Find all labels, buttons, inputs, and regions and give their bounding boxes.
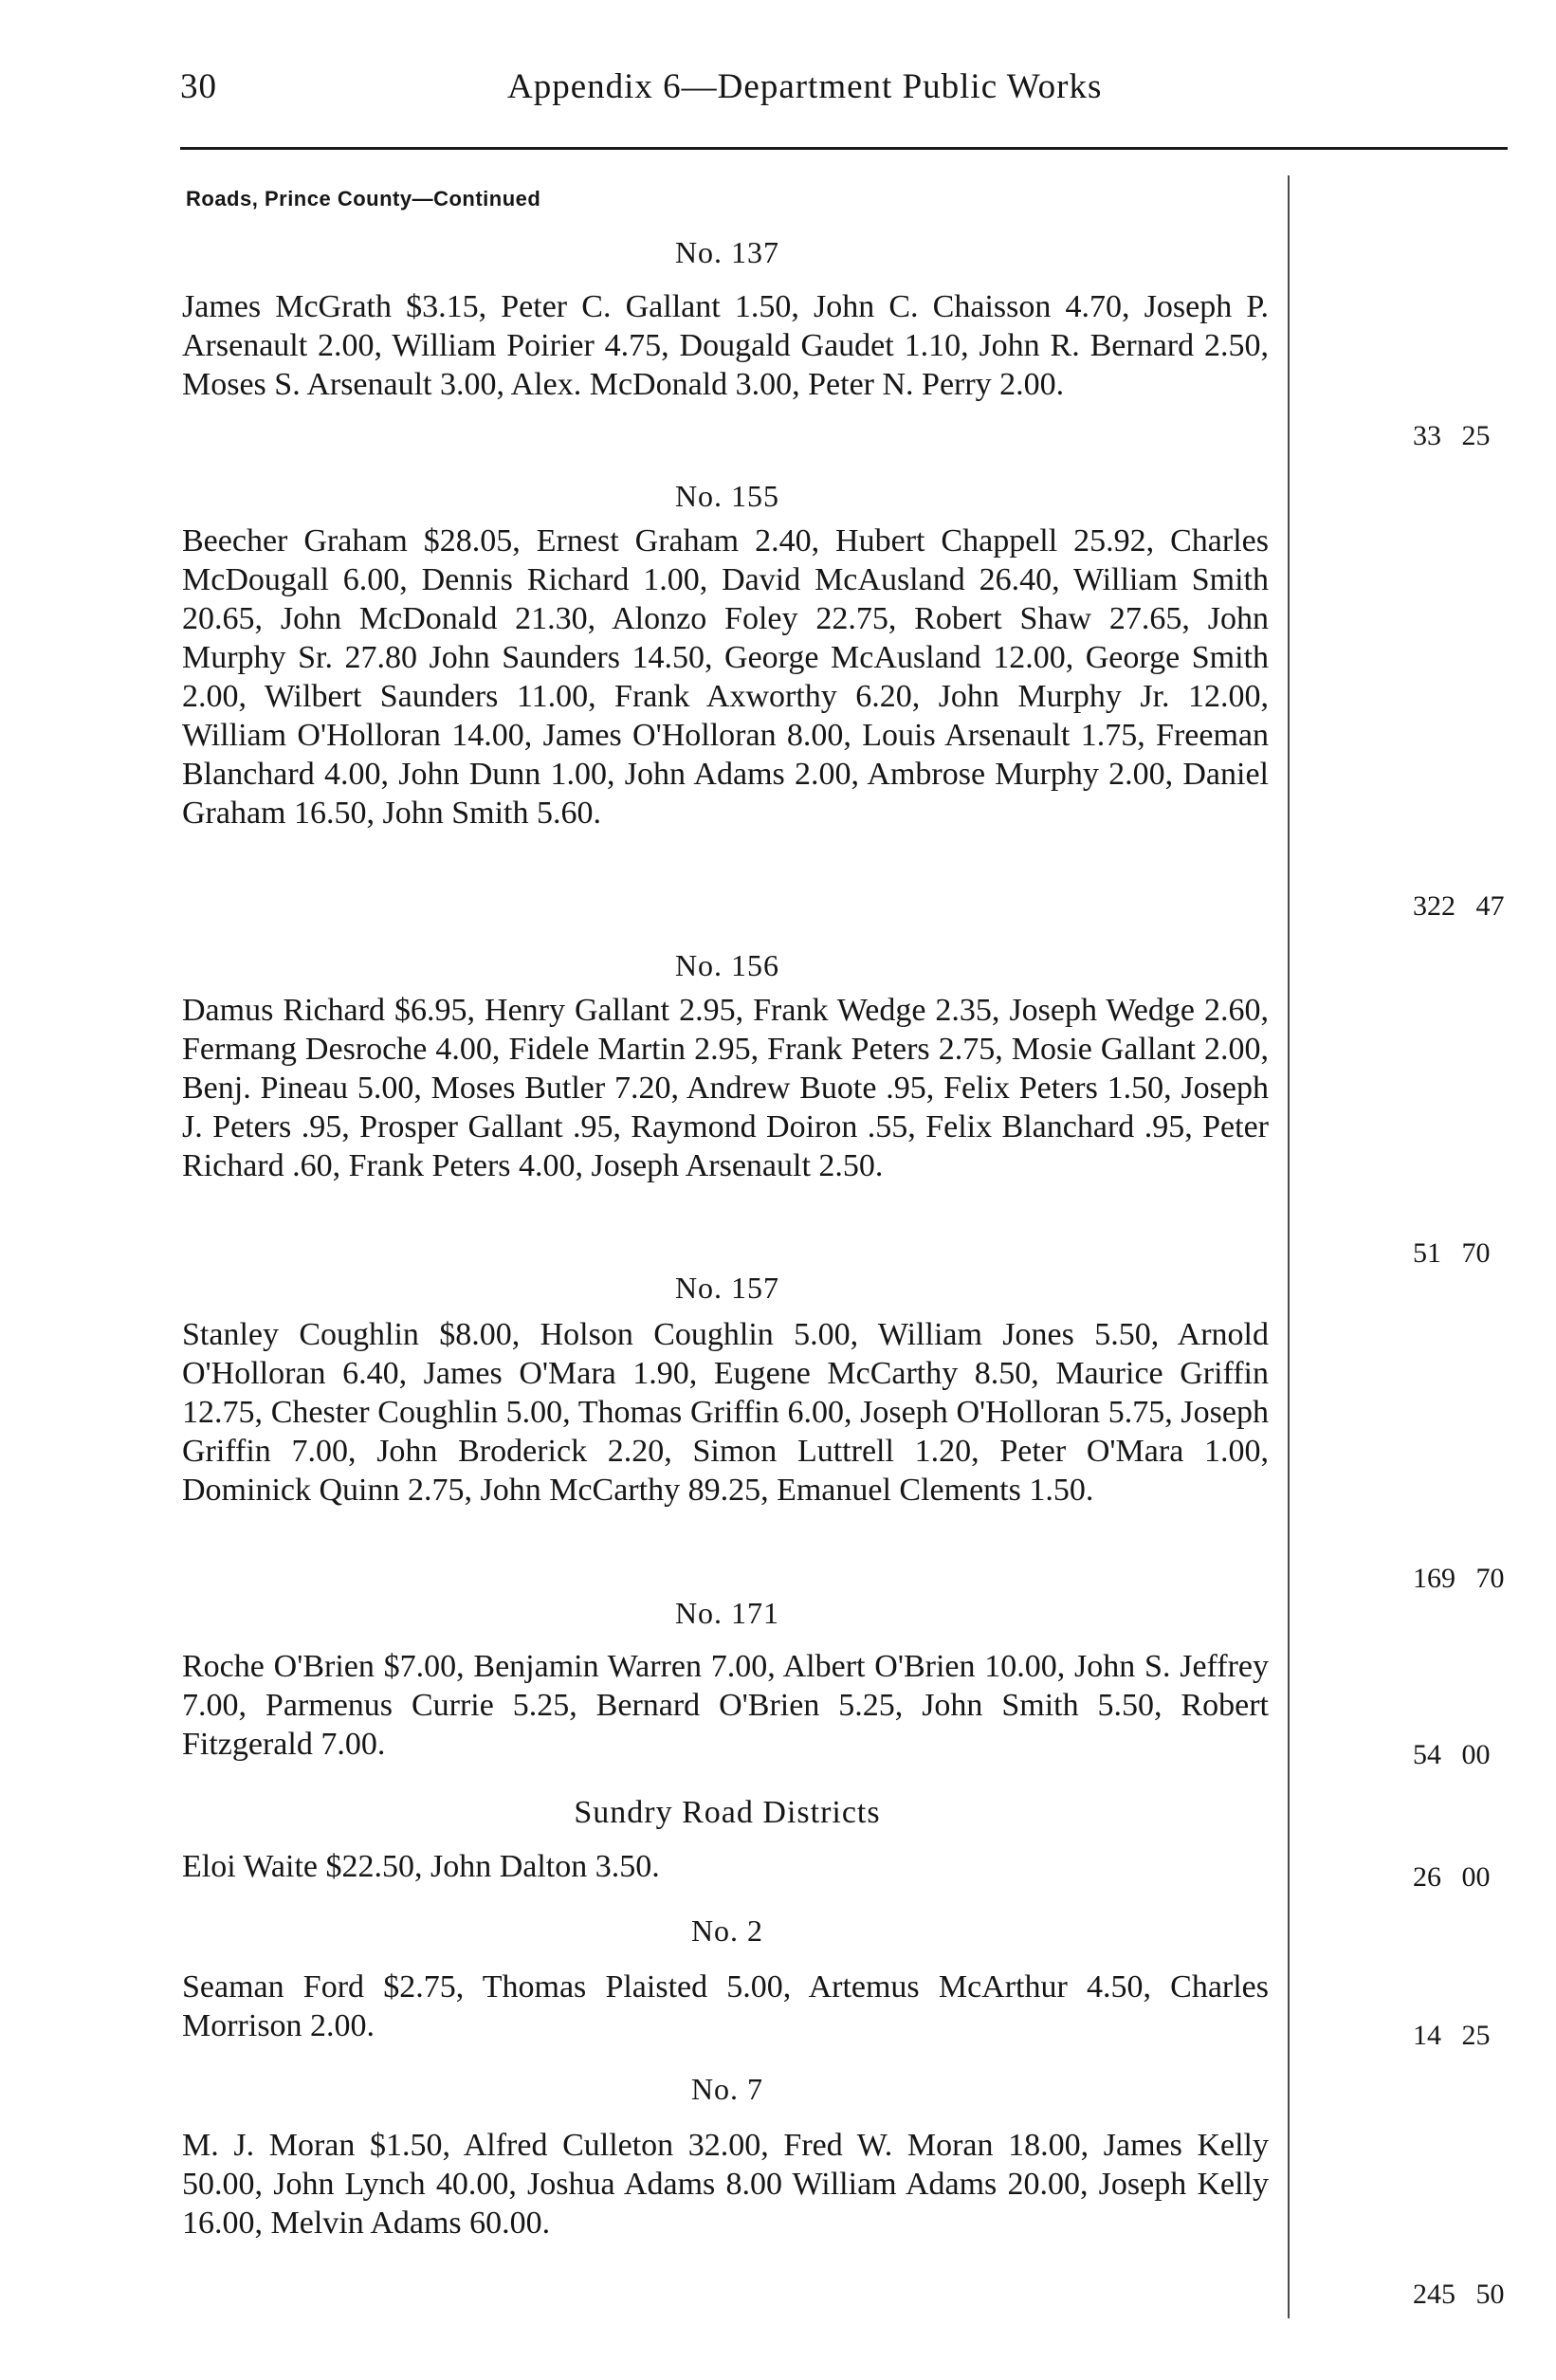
header-rule	[180, 147, 1508, 150]
district-entry-text: Seaman Ford $2.75, Thomas Plaisted 5.00, Artemus McArthur 4.50, Charles Morrison 2.00.	[182, 1969, 1269, 2043]
district-title: Sundry Road Districts	[574, 1795, 881, 1830]
district-entry-text: Stanley Coughlin $8.00, Holson Coughlin 5.00, William Jones 5.50, Arnold O'Holloran 6.40, James O'Mara 1.90, Eugene McCarthy 8.50, Maurice Griffin 12.75, Chester Coughlin 5.00, Thomas Griffin 6.00, Joseph O'Holloran 5.75, Joseph Griffin 7.00, John Broderick 2.20, Simon Luttrell 1.20, Peter O'Mara 1.00, Dominick Quinn 2.75, John McCarthy 89.25, Emanuel Clements 1.50.	[182, 1317, 1269, 1508]
district-title: No. 2	[690, 1913, 764, 1948]
district-title: No. 137	[674, 235, 780, 269]
district-total: 33 25	[1413, 420, 1491, 451]
district-total: 322 47	[1413, 890, 1505, 922]
district-title: No. 156	[674, 948, 780, 982]
district-total: 26 00	[1413, 1861, 1491, 1893]
district-entry-text: Damus Richard $6.95, Henry Gallant 2.95, Frank Wedge 2.35, Joseph Wedge 2.60, Fermang Desroche 4.00, Fidele Martin 2.95, Frank Peters 2.75, Mosie Gallant 2.00, Benj. Pineau 5.00, Moses Butler 7.20, Andrew Buote .95, Felix Peters 1.50, Joseph J. Peters .95, Prosper Gallant .95, Raymond Doiron .55, Felix Blanchard .95, Peter Richard .60, Frank Peters 4.00, Joseph Arsenault 2.50.	[182, 993, 1269, 1183]
district-total: 245 50	[1413, 2279, 1505, 2310]
district-entry-text: M. J. Moran $1.50, Alfred Culleton 32.00, Fred W. Moran 18.00, James Kelly 50.00, John Lynch 40.00, Joshua Adams 8.00 William Adams 20.00, Joseph Kelly 16.00, Melvin Adams 60.00.	[182, 2128, 1269, 2241]
district-entry-text: Roche O'Brien $7.00, Benjamin Warren 7.00, Albert O'Brien 10.00, John S. Jeffrey 7.00, Parmenus Currie 5.25, Bernard O'Brien 5.25, John Smith 5.50, Robert Fitzgerald 7.00.	[182, 1649, 1269, 1762]
district-title: No. 157	[674, 1271, 780, 1305]
district-title: No. 155	[674, 479, 780, 513]
district-entry-text: James McGrath $3.15, Peter C. Gallant 1.50, John C. Chaisson 4.70, Joseph P. Arsenault 2.00, William Poirier 4.75, Dougald Gaudet 1.10, John R. Bernard 2.50, Moses S. Arsenault 3.00, Alex. McDonald 3.00, Peter N. Perry 2.00.	[182, 289, 1269, 402]
district-entry-text: Beecher Graham $28.05, Ernest Graham 2.40, Hubert Chappell 25.92, Charles McDougall 6.00, Dennis Richard 1.00, David McAusland 26.40, William Smith 20.65, John McDonald 21.30, Alonzo Foley 22.75, Robert Shaw 27.65, John Murphy Sr. 27.80 John Saunders 14.50, George McAusland 12.00, George Smith 2.00, Wilbert Saunders 11.00, Frank Axworthy 6.20, John Murphy Jr. 12.00, William O'Holloran 14.00, James O'Holloran 8.00, Louis Arsenault 1.75, Freeman Blanchard 4.00, John Dunn 1.00, John Adams 2.00, Ambrose Murphy 2.00, Daniel Graham 16.50, John Smith 5.60.	[182, 523, 1269, 831]
page-number: 30	[180, 67, 217, 106]
district-total: 54 00	[1413, 1739, 1491, 1770]
page-header	[180, 66, 1204, 123]
district-title: No. 171	[674, 1596, 780, 1630]
district-title: No. 7	[690, 2072, 764, 2106]
column-divider	[1288, 175, 1290, 2318]
district-total: 14 25	[1413, 2020, 1491, 2051]
district-total: 169 70	[1413, 1563, 1505, 1594]
district-entry-text: Eloi Waite $22.50, John Dalton 3.50.	[182, 1849, 660, 1884]
district-total: 51 70	[1413, 1237, 1491, 1269]
page-title: Appendix 6—Department Public Works	[507, 67, 1103, 106]
section-heading: Roads, Prince County—Continued	[186, 187, 541, 211]
